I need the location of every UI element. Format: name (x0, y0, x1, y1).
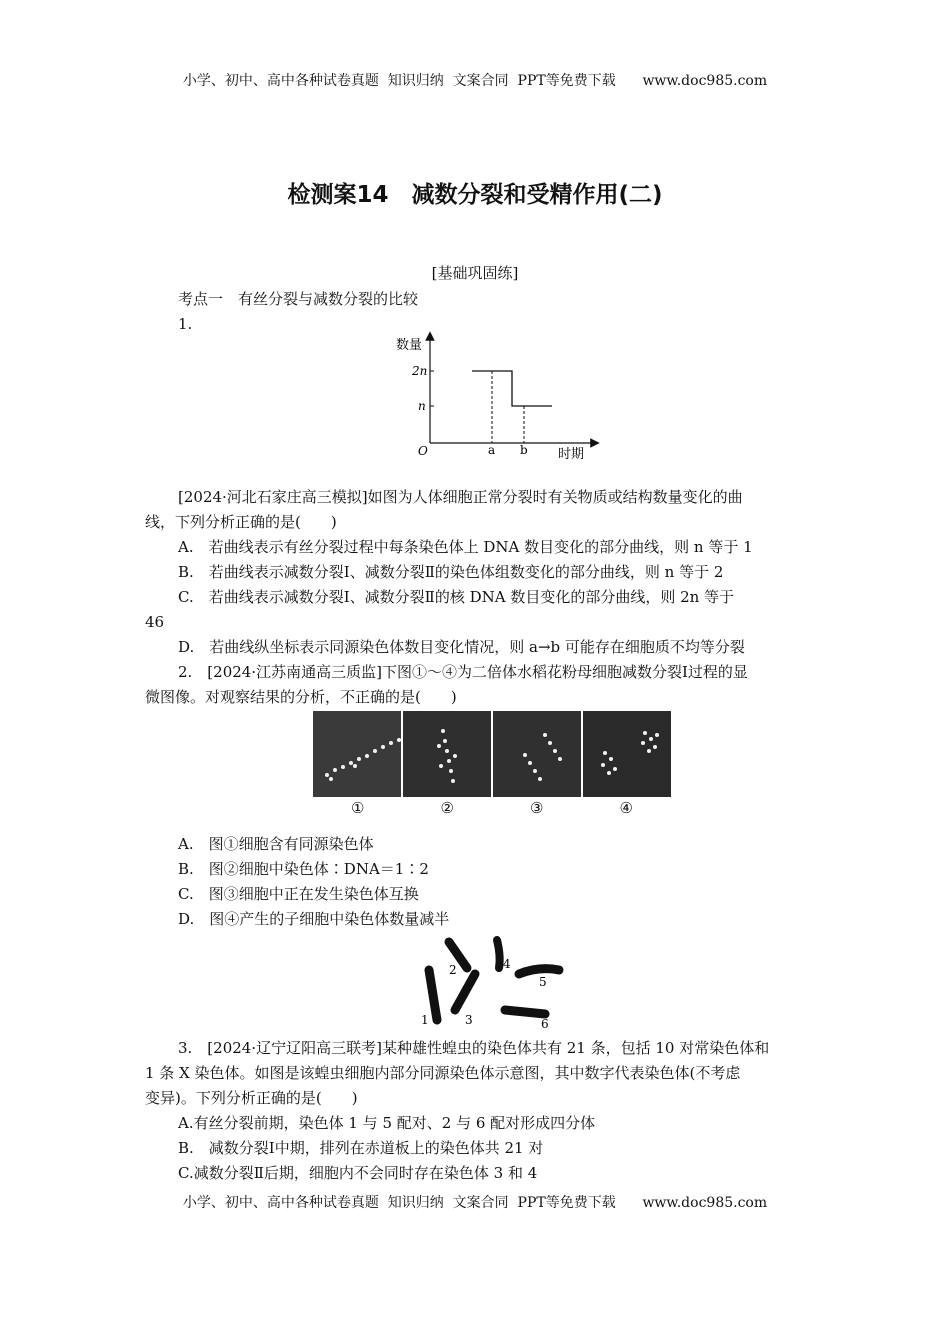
chromosome-label-5: 5 (539, 975, 547, 989)
page-title: 检测案14 减数分裂和受精作用(二) (287, 182, 663, 208)
micrograph-label-2: ② (440, 799, 454, 817)
micrograph-labels (313, 799, 671, 817)
chromosome-label-3: 3 (465, 1013, 473, 1027)
q2-option-d: D. 图④产生的子细胞中染色体数量减半 (178, 910, 450, 928)
q2-option-b: B. 图②细胞中染色体∶DNA＝1∶2 (178, 860, 429, 878)
micrograph-1 (313, 711, 401, 797)
q2-stem-line2: 微图像。对观察结果的分析，不正确的是( ) (145, 688, 457, 706)
chromosome-label-1: 1 (421, 1013, 429, 1027)
chromosome-6 (505, 1010, 545, 1014)
q1-option-d: D. 若曲线纵坐标表示同源染色体数目变化情况，则 a→b 可能存在细胞质不均等分裂 (178, 638, 745, 656)
q3-option-c: C.减数分裂Ⅱ后期，细胞内不会同时存在染色体 3 和 4 (178, 1164, 538, 1182)
q3-stem-line1: 3. [2024·辽宁辽阳高三联考]某种雄性蝗虫的染色体共有 21 条，包括 10 对常染色体和 (178, 1039, 770, 1057)
q1-option-c-line1: C. 若曲线表示减数分裂Ⅰ、减数分裂Ⅱ的核 DNA 数目变化的部分曲线，则 2n 等于 (178, 588, 735, 606)
y-tick-2n: 2n (412, 364, 428, 378)
q2-stem-line1: 2. [2024·江苏南通高三质监]下图①～④为二倍体水稻花粉母细胞减数分裂Ⅰ过程的显 (178, 663, 748, 681)
origin-label: O (418, 444, 428, 458)
micrograph-label-4: ④ (619, 799, 633, 817)
q1-line-chart (390, 330, 600, 465)
chromosome-3 (455, 974, 475, 1010)
page-header: 小学、初中、高中各种试卷真题 知识归纳 文案合同 PPT等免费下载 www.doc985.com (182, 73, 768, 89)
q1-option-b: B. 若曲线表示减数分裂Ⅰ、减数分裂Ⅱ的染色体组数变化的部分曲线，则 n 等于 2 (178, 563, 724, 581)
q1-option-a: A. 若曲线表示有丝分裂过程中每条染色体上 DNA 数目变化的部分曲线，则 n 等于 1 (178, 538, 753, 556)
y-axis-label: 数量 (396, 338, 423, 353)
micrograph-label-3: ③ (530, 799, 544, 817)
chromosome-label-2: 2 (449, 963, 457, 977)
micrograph-4 (583, 711, 671, 797)
q1-number: 1. (178, 315, 193, 333)
chromosome-label-4: 4 (503, 957, 511, 971)
page-footer: 小学、初中、高中各种试卷真题 知识归纳 文案合同 PPT等免费下载 www.doc985.com (182, 1195, 768, 1211)
q3-stem-line3: 变异)。下列分析正确的是( ) (145, 1089, 358, 1107)
chromosome-1 (429, 970, 437, 1020)
x-axis-label: 时期 (558, 447, 585, 462)
y-tick-n: n (418, 399, 426, 413)
q3-stem-line2: 1 条 X 染色体。如图是该蝗虫细胞内部分同源染色体示意图，其中数字代表染色体(不考虑 (145, 1064, 741, 1082)
topic-heading: 考点一 有丝分裂与减数分裂的比较 (178, 290, 419, 308)
q3-option-a: A.有丝分裂前期，染色体 1 与 5 配对、2 与 6 配对形成四分体 (178, 1114, 596, 1132)
q2-option-a: A. 图①细胞含有同源染色体 (178, 835, 374, 853)
x-tick-b: b (520, 443, 528, 457)
q1-stem-line2: 线，下列分析正确的是( ) (145, 513, 337, 531)
micrograph-2 (403, 711, 491, 797)
q3-option-b: B. 减数分裂Ⅰ中期，排列在赤道板上的染色体共 21 对 (178, 1139, 544, 1157)
x-tick-a: a (488, 443, 496, 457)
micrograph-strip (313, 711, 671, 797)
q1-stem-line1: [2024·河北石家庄高三模拟]如图为人体细胞正常分裂时有关物质或结构数量变化的曲 (178, 488, 743, 506)
chromosome-4 (497, 940, 500, 968)
chromosome-5 (519, 969, 559, 974)
q1-option-c-line2: 46 (145, 613, 165, 631)
section-label: [基础巩固练] (431, 264, 519, 282)
series-curve (472, 371, 552, 406)
chromosome-diagram (415, 932, 575, 1032)
micrograph-3 (493, 711, 581, 797)
chromosome-label-6: 6 (541, 1017, 549, 1031)
micrograph-label-1: ① (351, 799, 365, 817)
q2-option-c: C. 图③细胞中正在发生染色体互换 (178, 885, 419, 903)
